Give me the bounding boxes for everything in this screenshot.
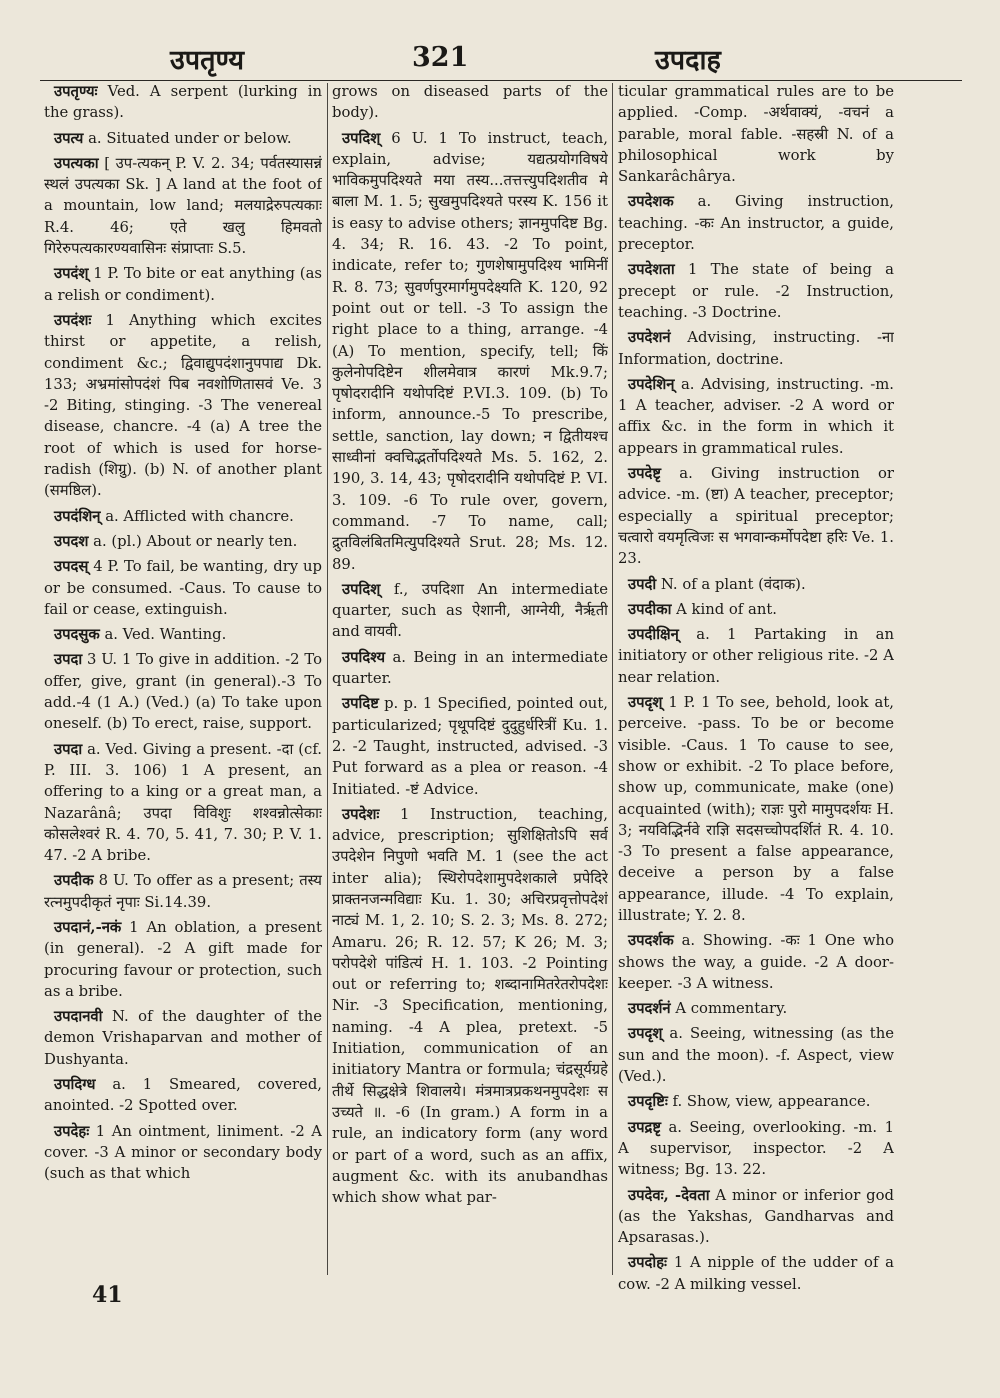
dictionary-entry — [44, 506, 322, 527]
entry-definition: a. Seeing, witnessing (as the sun and the moon). -f. Aspect, view (Ved.). — [618, 1025, 894, 1086]
entry-headword: उपदानं,-नकं — [54, 918, 122, 936]
entry-headword: उपदश — [54, 532, 89, 550]
dictionary-entry — [44, 128, 322, 149]
entry-definition: grows on diseased parts of the body). — [332, 83, 608, 122]
entry-headword: उपदा — [54, 740, 83, 758]
dictionary-entry — [618, 574, 894, 595]
entry-headword: उपदसुक — [54, 626, 100, 644]
entry-headword: उपदर्शनं — [628, 1000, 671, 1018]
entry-definition: a. Ved. Wanting. — [99, 626, 227, 644]
entry-headword: उपदीक — [54, 872, 94, 890]
dictionary-entry — [44, 310, 322, 502]
entry-headword: उपतृण्यः — [54, 83, 98, 100]
entry-definition: a. Afflicted with chancre. — [100, 507, 294, 525]
left-guide-word: उपतृण्य — [170, 45, 245, 76]
entry-definition: a. Showing. -कः 1 One who shows the way, a guide. -2 A door-keeper. -3 A witness. — [618, 932, 894, 992]
entry-headword: उपदेशिन् — [628, 375, 675, 393]
entry-headword: उपदा — [54, 651, 83, 669]
entry-definition: A minor or inferior god (as the Yakshas, Gandharvas and Apsarasas.). — [618, 1186, 894, 1247]
entry-headword: उपदेशक — [628, 193, 674, 211]
dictionary-entry — [618, 599, 894, 620]
entry-headword: उपदस् — [54, 558, 89, 576]
entry-definition: f. Show, view, appearance. — [667, 1093, 871, 1111]
entry-definition: A commentary. — [670, 1000, 788, 1018]
entry-headword: उपत्यका — [54, 154, 99, 172]
dictionary-entry — [44, 624, 322, 645]
entry-definition: 6 U. 1 To instruct, teach, explain, advise; यद्यत्प्रयोगविषये भाविकमुपदिश्यते मया तस्य...तत्तत्त्युपदिशतीव मे बाला M. 1. 5; सुखमुपदिश्यते परस्य K. 156 it is easy to advise others; ज्ञानमुपदिष्ट Bg. 4. 34; R. 16. 43. -2 To point, indicate, refer to; गुणशेषामुपदिश्य भामिनीं R. 8. 73; सुवर्णपुरमार्गमुपदेक्ष्यति K. 120, 92 point out or tell. -3 To assign the right place to a thing, arrange. -4 (A) To mention, specify, tell; किं कुलेनोपदिष्टेन शीलमेवात्र कारणं Mk.9.7; पृषोदरादीनि यथोपदिष्टं P.VI.3. 109. (b) To inform, announce.-5 To prescribe, settle, sanction, lay down; न द्वितीयश्च साध्वीनां क्वचिद्भर्तोपदिश्यते Ms. 5. 162, 2. 190, 3. 14, 43; पृषोदरादीनि यथोपदिष्टं P. VI. 3. 109. -6 To rule over, govern, command. -7 To name, call; द्रुतविलंबितमित्युपदिश्यते Srut. 28; Ms. 12. 89. — [332, 129, 608, 573]
dictionary-entry — [44, 1006, 322, 1070]
entry-headword: उपदंशिन् — [54, 507, 101, 525]
entry-headword: उपदी — [628, 575, 657, 593]
entry-definition: 1 P. 1 To see, behold, look at, perceive. -pass. To be or become visible. -Caus. 1 To cause to see, show or exhibit. -2 To place before, show up, communicate, make (one) acquainted (with); राज्ञः पुरो मामुपदर्शयः H. 3; नयविद्भिर्नवे राज्ञि सदसच्चोपदर्शितं R. 4. 10. -3 To present a false appearance, deceive a person by a false appearance, illude. -4 To explain, illustrate; Y. 2. 8. — [618, 694, 894, 924]
entry-definition: p. p. 1 Specified, pointed out, particularized; पृथूपदिष्टं दुदुहुर्धरित्रीं Ku. 1. 2. -2 Taught, instructed, advised. -3 Put forward as a plea or reason. -4 Initiated. -ष्टं Advice. — [332, 695, 608, 798]
dictionary-entry — [44, 531, 322, 552]
dictionary-entry — [332, 804, 608, 1209]
dictionary-entry — [44, 556, 322, 620]
dictionary-entry — [618, 624, 894, 688]
entry-headword: उपदृश् — [628, 1025, 663, 1043]
right-guide-word: उपदाह — [655, 45, 721, 76]
entry-definition: 1 An oblation, a present (in general). -2 A gift made for procuring favour or protection, such as a bribe. — [44, 918, 322, 1000]
entry-definition: Advising, instructing. -ना Information, doctrine. — [618, 329, 894, 368]
entry-definition: N. of the daughter of the demon Vrishaparvan and mother of Dushyanta. — [44, 1008, 322, 1068]
dictionary-entry — [618, 1091, 894, 1112]
entry-headword: उपदिश् — [342, 129, 381, 147]
entry-headword: उपत्य — [54, 129, 84, 147]
entry-definition: 1 An ointment, liniment. -2 A cover. -3 A minor or secondary body (such as that which — [44, 1122, 322, 1183]
entry-definition: a. Giving instruction, teaching. -कः An instructor, a guide, preceptor. — [618, 193, 894, 254]
entry-definition: 1 P. To bite or eat anything (as a relish or condiment). — [44, 265, 322, 304]
entry-definition: a. Seeing, overlooking. -m. 1 A supervisor, inspector. -2 A witness; Bg. 13. 22. — [618, 1118, 894, 1179]
entry-headword: उपदीका — [628, 600, 672, 618]
dictionary-entry — [618, 374, 894, 459]
dictionary-entry — [618, 81, 894, 187]
dictionary-entry — [332, 81, 608, 124]
entry-headword: उपदेष्टृ — [628, 465, 662, 483]
entry-headword: उपद्रष्टृ — [628, 1118, 662, 1136]
dictionary-entry — [618, 930, 894, 994]
entry-definition: A kind of ant. — [671, 600, 777, 618]
dictionary-entry — [332, 647, 608, 690]
entry-headword: उपदिश्य — [342, 648, 386, 666]
dictionary-entry — [44, 1074, 322, 1117]
entry-definition: a. Giving instruction or advice. -m. (ष्टा) A teacher, preceptor; especially a spiritual preceptor; चत्वारो वयमृत्विजः स भगवान्कर्मोपदेष्टा हरिः Ve. 1. 23. — [618, 465, 894, 568]
entry-headword: उपदृश् — [628, 694, 663, 712]
entry-definition: 1 The state of being a precept or rule. -2 Instruction, teaching. -3 Doctrine. — [618, 261, 894, 321]
entry-definition: 1 A nipple of the udder of a cow. -2 A milking vessel. — [618, 1254, 894, 1293]
dictionary-entry — [618, 463, 894, 569]
entry-headword: उपदेहः — [54, 1122, 90, 1140]
entry-definition: f., उपदिशा An intermediate quarter, such as ऐशानी, आग्नेयी, नैर्ऋती and वायवी. — [332, 580, 608, 641]
dictionary-entry — [332, 128, 608, 575]
entry-headword: उपदोहः — [628, 1254, 668, 1272]
column-divider — [612, 83, 613, 1275]
entry-definition: 8 U. To offer as a present; तस्य रत्नमुपदीकृतं नृपाः Si.14.39. — [44, 872, 322, 911]
entry-headword: उपदंशः — [54, 311, 92, 329]
dictionary-entry — [618, 327, 894, 370]
entry-definition: a. Being in an intermediate quarter. — [332, 648, 608, 688]
dictionary-entry — [618, 1023, 894, 1087]
entry-headword: उपदिश् — [342, 580, 381, 598]
entry-definition: 1 Instruction, teaching, advice, prescription; सुशिक्षितोऽपि सर्व उपदेशेन निपुणो भवति M. 1 (see the act inter alia); स्थिरोपदेशामुपदेशकाले प्रपेदिरे प्राक्तनजन्मविद्याः Ku. 1. 30; अचिरप्रवृत्तोपदेशं नाट्यं M. 1, 2. 10; S. 2. 3; Ms. 8. 272; Amaru. 26; R. 12. 57; K 26; M. 3; परोपदेशे पांडित्यं H. 1. 103. -2 Pointing out or referring to; शब्दानामितरेतरोपदेशः Nir. -3 Specification, mentioning, naming. -4 A plea, pretext. -5 Initiation, communication of an initiatory Mantra or formula; चंद्रसूर्यग्रहे तीर्थे सिद्धक्षेत्रे शिवालये। मंत्रमात्रप्रकथनमुपदेशः स उच्यते ॥. -6 (In gram.) A form in a rule, an indicatory form (any word or part of a word, such as an affix, augment &c. with its anubandhas which show what par- — [332, 805, 608, 1207]
entry-headword: उपदृष्टिः — [628, 1093, 668, 1111]
dictionary-entry — [44, 1121, 322, 1185]
entry-headword: उपदिष्ट — [342, 695, 379, 713]
dictionary-entry — [618, 259, 894, 323]
dictionary-entry — [44, 649, 322, 734]
entry-definition: 3 U. 1 To give in addition. -2 To offer, give, grant (in general).-3 To add.-4 (1 A.) (Ved.) (a) To take upon oneself. (b) To erect, raise, support. — [44, 651, 322, 733]
dictionary-entry — [44, 263, 322, 306]
dictionary-entry — [44, 153, 322, 259]
entry-definition: [ उप-त्यकन् P. V. 2. 34; पर्वतस्यासन्नं स्थलं उपत्यका Sk. ] A land at the foot of a mountain, low land; मलयाद्रेरुपत्यकाः R.4. 46; एते खलु हिमवतो गिरेरुपत्यकारण्यवासिनः संप्राप्ताः S.5. — [44, 154, 322, 258]
dictionary-entry — [618, 1117, 894, 1181]
entry-definition: a. 1 Partaking in an initiatory or other religious rite. -2 A near relation. — [618, 626, 894, 686]
dictionary-entry — [618, 1252, 894, 1293]
column-2 — [332, 81, 608, 1293]
entry-definition: Ved. A serpent (lurking in the grass). — [44, 83, 322, 122]
entry-definition: a. 1 Smeared, covered, anointed. -2 Spotted over. — [44, 1076, 322, 1115]
column-3 — [618, 81, 894, 1293]
dictionary-entry — [618, 998, 894, 1019]
signature-mark: 41 — [92, 1282, 123, 1308]
entry-definition: N. of a plant (वंदाक). — [656, 575, 806, 593]
dictionary-entry — [44, 81, 322, 124]
entry-headword: उपदेशनं — [628, 329, 671, 347]
column-1 — [44, 81, 322, 1293]
entry-headword: उपदेवः, -देवता — [628, 1186, 710, 1204]
dictionary-entry — [44, 917, 322, 1002]
entry-definition: a. Situated under or below. — [83, 129, 292, 147]
column-divider — [327, 83, 328, 1275]
entry-headword: उपदीक्षिन् — [628, 626, 679, 644]
entry-headword: उपदिग्ध — [54, 1076, 96, 1094]
dictionary-entry — [618, 1185, 894, 1249]
entry-headword: उपदानवी — [54, 1008, 103, 1026]
dictionary-entry — [332, 693, 608, 799]
entry-headword: उपदेशता — [628, 261, 675, 279]
page-number: 321 — [412, 42, 469, 73]
entry-definition: a. (pl.) About or nearly ten. — [88, 532, 298, 550]
entry-headword: उपदंश् — [54, 265, 89, 283]
entry-headword: उपदेशः — [342, 805, 380, 823]
dictionary-entry — [44, 739, 322, 867]
entry-headword: उपदर्शक — [628, 932, 674, 950]
dictionary-entry — [44, 870, 322, 913]
entry-definition: ticular grammatical rules are to be applied. -Comp. -अर्थवाक्यं, -वचनं a parable, moral fable. -सहस्री N. of a philosophical work by Sankarâchârya. — [618, 83, 894, 186]
entry-definition: a. Ved. Giving a present. -दा (cf. P. III. 3. 106) 1 A present, an offering to a king or a great man, a Nazarânâ; उपदा विविशुः शश्वन्नोत्सेकाः कोसलेश्वरं R. 4. 70, 5. 41, 7. 30; P. V. 1. 47. -2 A bribe. — [44, 740, 322, 865]
dictionary-entry — [618, 191, 894, 255]
entry-definition: 1 Anything which excites thirst or appetite, a relish, condiment &c.; द्विवाद्युपदंशानुपपाद्य Dk. 133; अभ्रमांसोपदंशं पिब नवशोणितासवं Ve. 3 -2 Biting, stinging. -3 The venereal disease, chancre. -4 (a) A tree the root of which is used for horse-radish (शिग्रु). (b) N. of another plant (समष्ठिल). — [44, 311, 322, 500]
entry-definition: a. Advising, instructing. -m. 1 A teacher, adviser. -2 A word or affix &c. in the form in which it appears in grammatical rules. — [618, 375, 894, 457]
page-header — [60, 40, 940, 80]
entry-definition: 4 P. To fail, be wanting, dry up or be consumed. -Caus. To cause to fail or cease, extinguish. — [44, 558, 322, 618]
dictionary-entry — [332, 579, 608, 643]
dictionary-entry — [618, 692, 894, 926]
